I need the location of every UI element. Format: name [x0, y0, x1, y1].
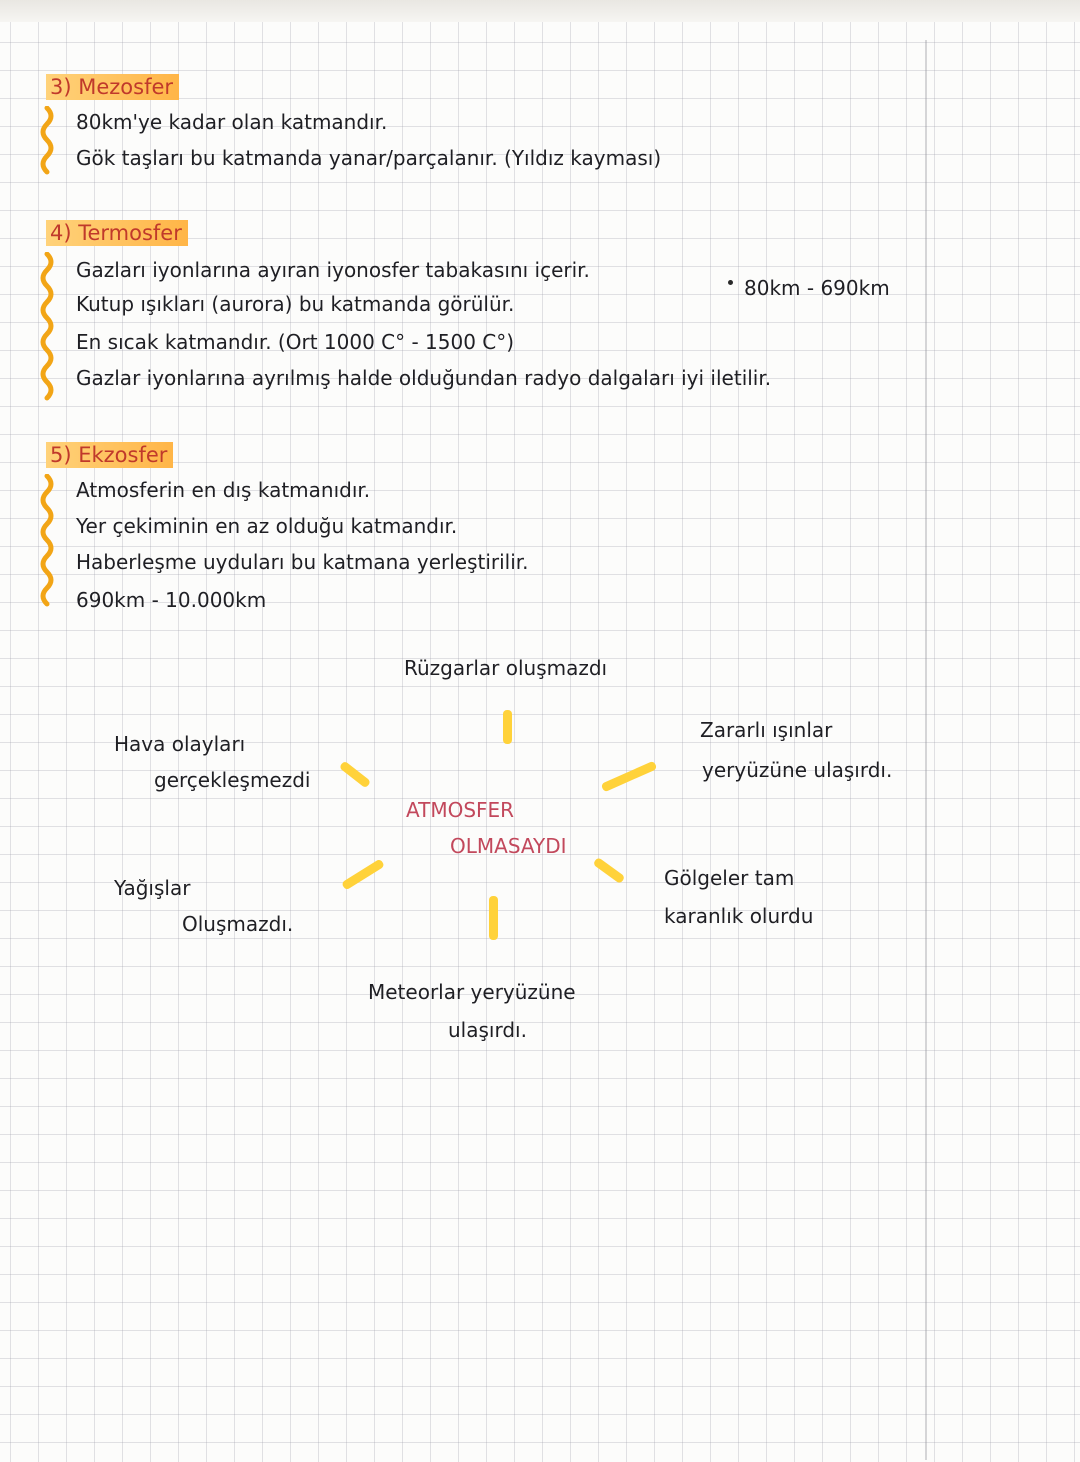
- termosfer-line-1: Gazları iyonlarına ayıran iyonosfer tabakasını içerir.: [76, 258, 590, 282]
- squiggle-mezosfer: [36, 106, 58, 176]
- marker-bottom: [489, 896, 498, 940]
- squiggle-ekzosfer: [36, 474, 58, 614]
- mindmap-bottom-2: ulaşırdı.: [448, 1018, 527, 1042]
- mindmap-right-top-1: Zararlı ışınlar: [700, 718, 833, 742]
- mindmap-left-bottom-1: Yağışlar: [114, 876, 191, 900]
- heading-ekzosfer: 5) Ekzosfer: [46, 442, 173, 468]
- termosfer-line-4: Gazlar iyonlarına ayrılmış halde olduğundan radyo dalgaları iyi iletilir.: [76, 366, 772, 390]
- mindmap-top: Rüzgarlar oluşmazdı: [404, 656, 608, 680]
- mindmap-right-bottom-1: Gölgeler tam: [664, 866, 795, 890]
- marker-top: [503, 710, 512, 744]
- termosfer-range: 80km - 690km: [744, 276, 890, 300]
- mindmap-center-1: ATMOSFER: [406, 798, 515, 822]
- ekzosfer-line-3: Haberleşme uyduları bu katmana yerleştirilir.: [76, 550, 529, 574]
- page-top-edge: [0, 0, 1080, 22]
- heading-mezosfer: 3) Mezosfer: [46, 74, 179, 100]
- right-margin-strip: [925, 40, 1077, 1460]
- termosfer-line-2: Kutup ışıkları (aurora) bu katmanda görülür.: [76, 292, 515, 316]
- mindmap-left-top-2: gerçekleşmezdi: [154, 768, 311, 792]
- termosfer-line-3: En sıcak katmandır. (Ort 1000 C° - 1500 C°): [76, 330, 515, 354]
- ekzosfer-line-2: Yer çekiminin en az olduğu katmandır.: [76, 514, 458, 538]
- mindmap-bottom-1: Meteorlar yeryüzüne: [368, 980, 576, 1004]
- ekzosfer-line-4: 690km - 10.000km: [76, 588, 267, 612]
- mezosfer-line-1: 80km'ye kadar olan katmandır.: [76, 110, 388, 134]
- mindmap-left-top-1: Hava olayları: [114, 732, 246, 756]
- heading-termosfer: 4) Termosfer: [46, 220, 188, 246]
- mindmap-right-bottom-2: karanlık olurdu: [664, 904, 814, 928]
- squiggle-termosfer: [36, 252, 58, 412]
- mindmap-right-top-2: yeryüzüne ulaşırdı.: [702, 758, 893, 782]
- bullet-dot: [728, 280, 733, 285]
- mindmap-left-bottom-2: Oluşmazdı.: [182, 912, 294, 936]
- mindmap-center-2: OLMASAYDI: [450, 834, 567, 858]
- ekzosfer-line-1: Atmosferin en dış katmanıdır.: [76, 478, 371, 502]
- mezosfer-line-2: Gök taşları bu katmanda yanar/parçalanır. (Yıldız kayması): [76, 146, 662, 170]
